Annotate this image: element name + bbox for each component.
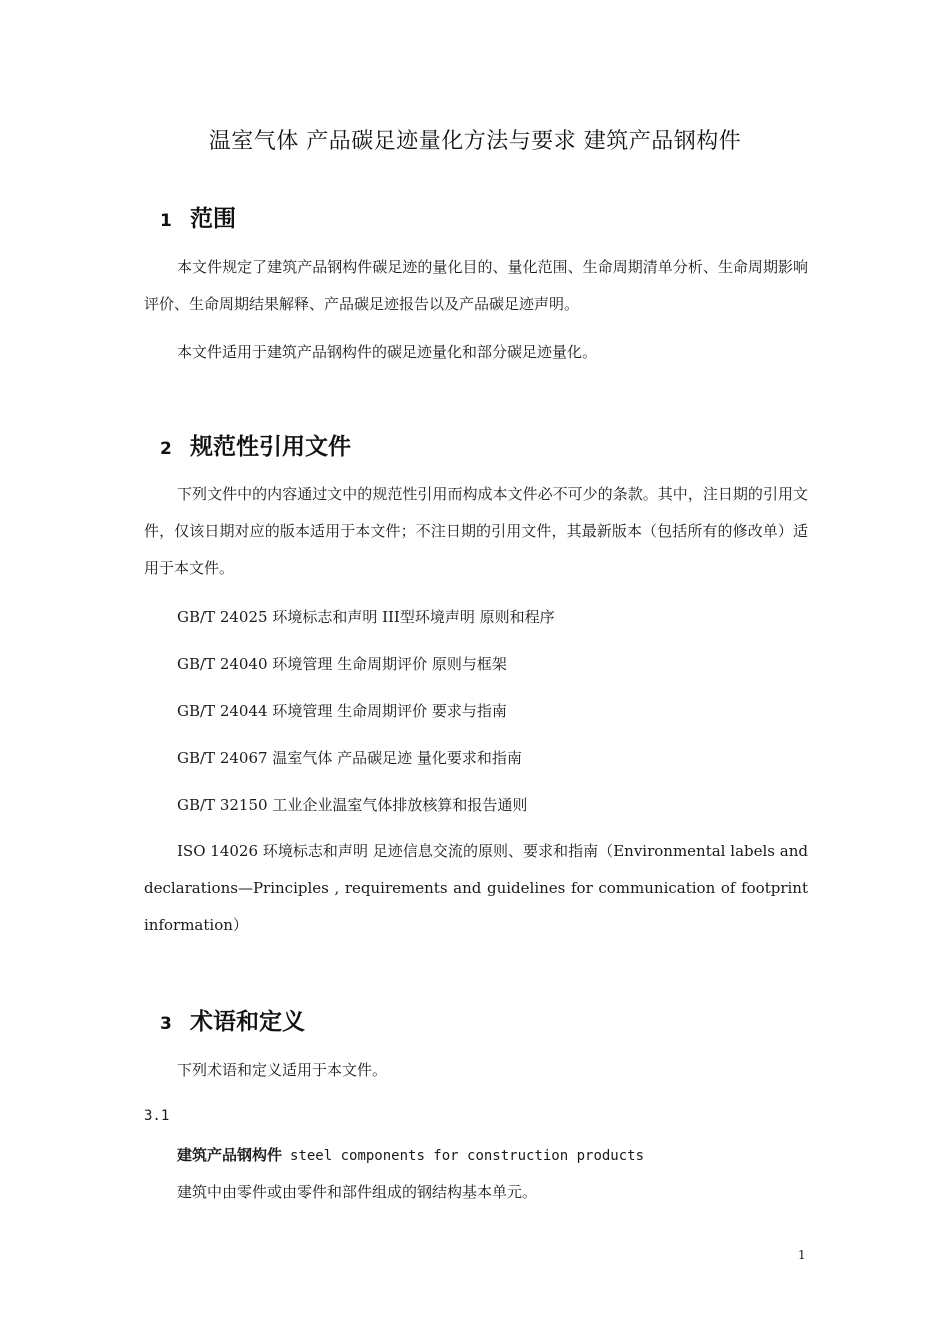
reference-item: GB/T 24044 环境管理 生命周期评价 要求与指南 [177,702,507,720]
scope-paragraph-2: 本文件适用于建筑产品钢构件的碳足迹量化和部分碳足迹量化。 [177,343,598,361]
term-definition: 建筑中由零件或由零件和部件组成的钢结构基本单元。 [177,1183,538,1201]
iso-reference [144,833,808,944]
section-2-number: 2 [160,439,172,459]
terms-intro: 下列术语和定义适用于本文件。 [177,1061,388,1079]
section-3-number: 3 [160,1014,172,1034]
iso-reference-text: ISO 14026 环境标志和声明 足迹信息交流的原则、要求和指南（Environmental labels and declarations—Principles , requirements and guidelines for communication of footprint information） [144,842,808,934]
reference-item: GB/T 24067 温室气体 产品碳足迹 量化要求和指南 [177,749,522,767]
clause-number: 3.1 [144,1108,170,1124]
section-1-number: 1 [160,211,172,231]
section-3-title: 术语和定义 [190,1009,305,1035]
section-3-heading [160,1003,305,1036]
term-chinese: 建筑产品钢构件 [177,1146,283,1164]
scope-paragraph-1 [144,249,808,323]
term-entry [177,1144,644,1165]
section-1-title: 范围 [190,206,236,232]
reference-item: GB/T 24025 环境标志和声明 III型环境声明 原则和程序 [177,608,555,626]
section-2-heading [160,428,351,461]
page-number: 1 [798,1248,806,1262]
normative-references-intro-text: 下列文件中的内容通过文中的规范性引用而构成本文件必不可少的条款。其中，注日期的引用文件，仅该日期对应的版本适用于本文件；不注日期的引用文件，其最新版本（包括所有的修改单）适用于本文件。 [144,485,808,577]
reference-item: GB/T 32150 工业企业温室气体排放核算和报告通则 [177,796,528,814]
term-english: steel components for construction products [290,1148,645,1164]
section-2-title: 规范性引用文件 [190,434,351,460]
section-1-heading [160,200,236,233]
normative-references-intro [144,476,808,587]
reference-item: GB/T 24040 环境管理 生命周期评价 原则与框架 [177,655,507,673]
document-title: 温室气体 产品碳足迹量化方法与要求 建筑产品钢构件 [208,129,742,154]
scope-paragraph-1-text: 本文件规定了建筑产品钢构件碳足迹的量化目的、量化范围、生命周期清单分析、生命周期影响评价、生命周期结果解释、产品碳足迹报告以及产品碳足迹声明。 [144,258,808,313]
